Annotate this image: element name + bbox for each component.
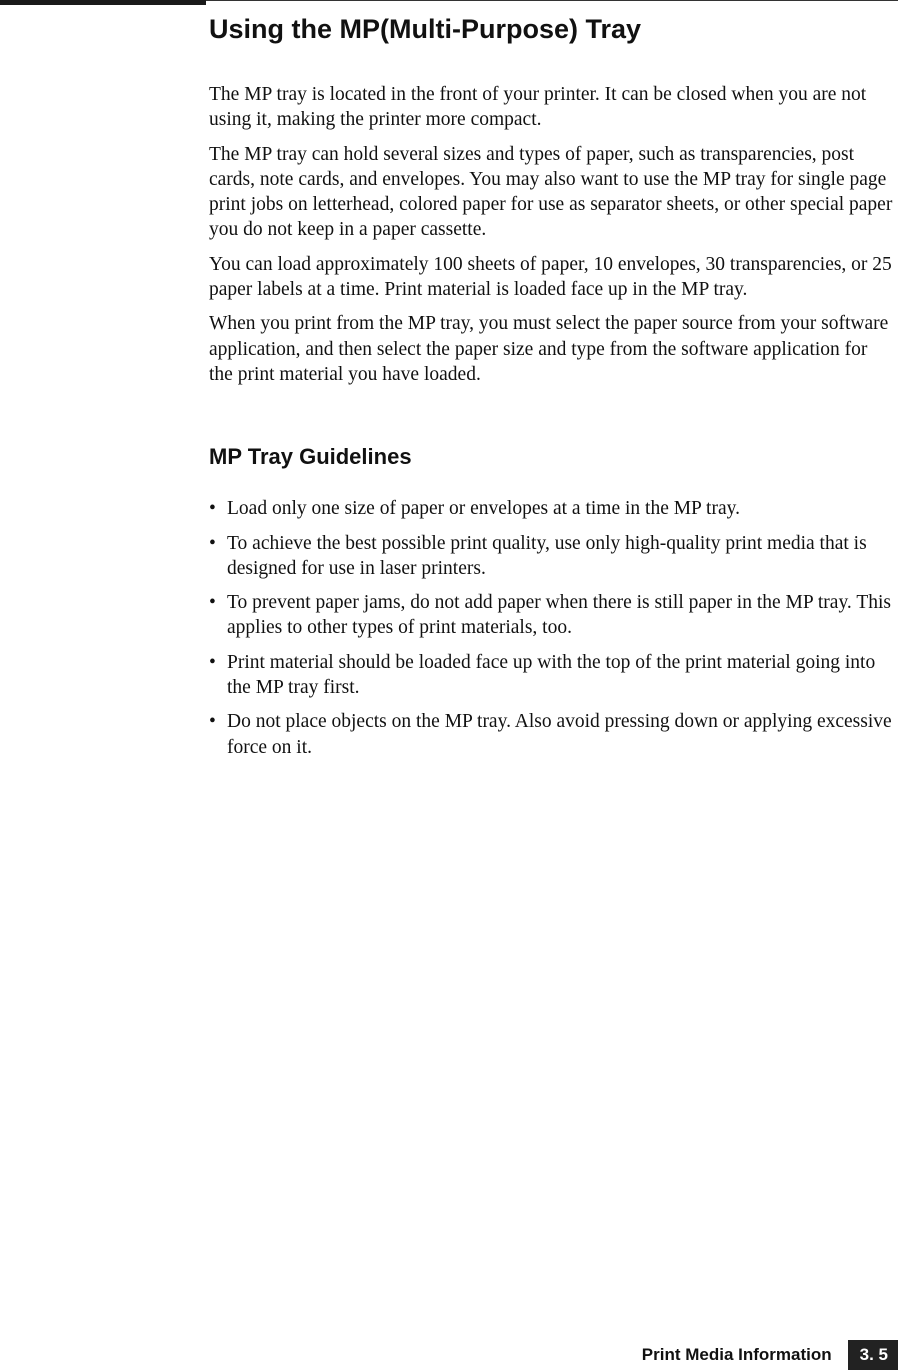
body-paragraph: The MP tray is located in the front of your printer. It can be closed when you are not using it, making the printer more compact.	[209, 84, 867, 131]
bullet-icon: •	[209, 651, 216, 673]
bullet-icon: •	[209, 711, 216, 733]
list-item	[209, 709, 895, 760]
chapter-label: Print Media Information	[641, 1345, 832, 1364]
list-item-text: To prevent paper jams, do not add paper when there is still paper in the MP tray. This applies to other types of print materials, too.	[227, 592, 891, 639]
bullet-icon: •	[209, 592, 216, 614]
list-item-text: Print material should be loaded face up with the top of the print material going into the MP tray first.	[227, 651, 876, 699]
guidelines-list	[209, 496, 895, 760]
header-rule-thin	[206, 0, 898, 1]
page-content	[209, 12, 895, 769]
header-rule-thick	[0, 0, 206, 5]
page-number: 3. 5	[848, 1340, 898, 1370]
bullet-icon: •	[209, 498, 216, 520]
section-title: Using the MP(Multi-Purpose) Tray	[209, 14, 642, 44]
list-item	[209, 590, 895, 641]
page-footer	[642, 1340, 898, 1370]
list-item-text: Do not place objects on the MP tray. Also avoid pressing down or applying excessive force on it.	[227, 711, 892, 758]
body-paragraph: The MP tray can hold several sizes and types of paper, such as transparencies, post cards, note cards, and envelopes. You may also want to use the MP tray for single page print jobs on letterhead, colored paper for use as separator sheets, or other special paper you do not keep in a paper cassette.	[209, 143, 893, 241]
list-item-text: To achieve the best possible print quality, use only high-quality print media that is designed for use in laser printers.	[227, 532, 867, 579]
list-item	[209, 496, 895, 521]
list-item	[209, 531, 895, 582]
body-paragraph: You can load approximately 100 sheets of paper, 10 envelopes, 30 transparencies, or 25 paper labels at a time. Print material is loaded face up in the MP tray.	[209, 253, 892, 301]
bullet-icon: •	[209, 532, 216, 554]
list-item	[209, 650, 895, 701]
body-paragraph: When you print from the MP tray, you must select the paper source from your software application, and then select the paper size and type from the software application for the print material you have loaded.	[209, 313, 889, 385]
guidelines-heading: MP Tray Guidelines	[209, 444, 412, 470]
list-item-text: Load only one size of paper or envelopes at a time in the MP tray.	[227, 498, 740, 520]
